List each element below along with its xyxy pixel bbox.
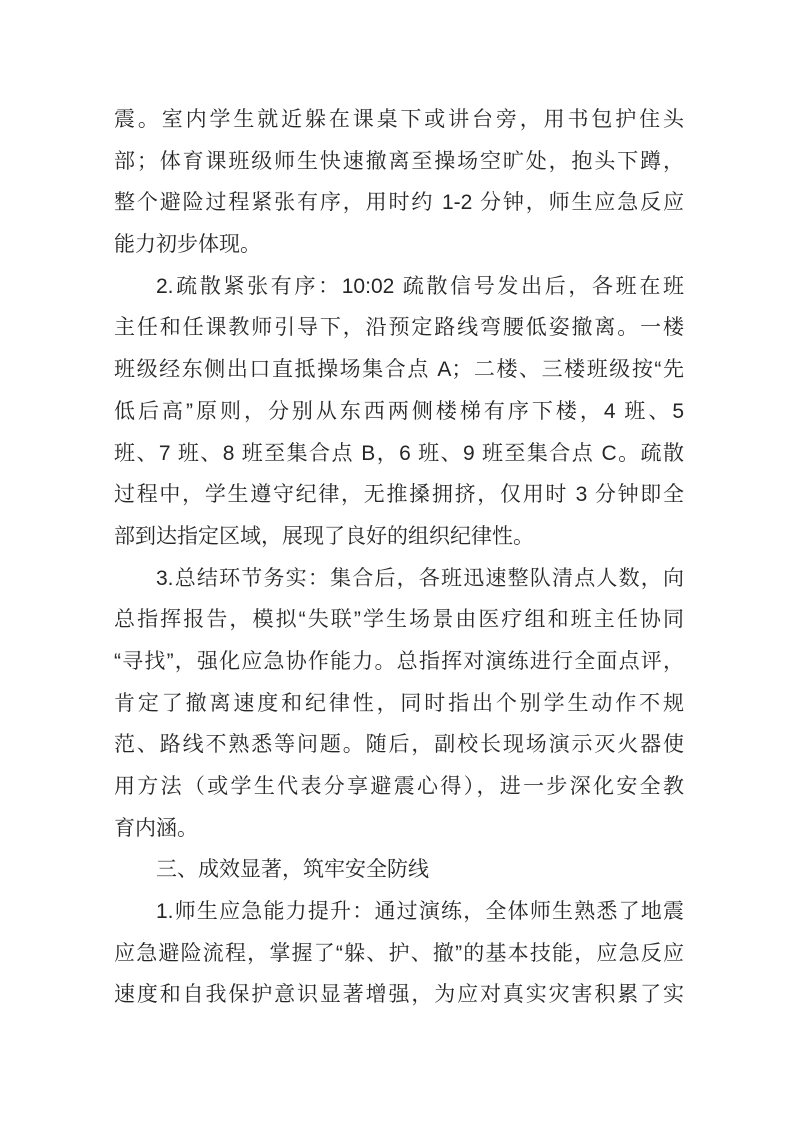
text-line: 用方法（或学生代表分享避震心得），进一步深化安全教 [114,775,684,798]
text-line: “寻找”，强化应急协作能力。总指挥对演练进行全面点评， [114,649,684,673]
text-line: 震。室内学生就近躲在课桌下或讲台旁，用书包护住头 [114,108,684,131]
text-line: 班级经东侧出口直抵操场集合点 A；二楼、三楼班级按“先 [114,358,684,382]
text-line: 1.师生应急能力提升：通过演练，全体师生熟悉了地震 [156,900,684,924]
text-line: 3.总结环节务实：集合后，各班迅速整队清点人数，向 [156,566,684,590]
text-line: 部；体育课班级师生快速撤离至操场空旷处，抱头下蹲， [114,149,684,173]
text-line: 主任和任课教师引导下，沿预定路线弯腰低姿撤离。一楼 [114,316,684,340]
paragraph [114,99,684,266]
document-text-block [114,99,684,1016]
text-line: 班、7 班、8 班至集合点 B，6 班、9 班至集合点 C。疏散 [114,441,684,465]
paragraph [114,266,684,558]
heading-text-line: 三、成效显著，筑牢安全防线 [156,858,429,882]
text-line: 过程中，学生遵守纪律，无推搡拥挤，仅用时 3 分钟即全 [114,483,684,507]
section-heading [114,849,684,891]
text-line: 低后高”原则，分别从东西两侧楼梯有序下楼，4 班、5 [114,399,684,423]
text-line: 应急避险流程，掌握了“躲、护、撤”的基本技能，应急反应 [114,941,684,965]
paragraph [114,558,684,850]
text-line: 总指挥报告，模拟“失联”学生场景由医疗组和班主任协同 [114,608,684,632]
text-line: 育内涵。 [114,816,198,840]
text-line: 范、路线不熟悉等问题。随后，副校长现场演示灭火器使 [114,733,684,757]
text-line: 肯定了撤离速度和纪律性，同时指出个别学生动作不规 [114,691,684,715]
text-line: 部到达指定区域，展现了良好的组织纪律性。 [114,524,534,548]
text-line: 能力初步体现。 [114,233,261,257]
text-line: 速度和自我保护意识显著增强，为应对真实灾害积累了实 [114,983,684,1007]
paragraph [114,891,684,1016]
text-line: 整个避险过程紧张有序，用时约 1-2 分钟，师生应急反应 [114,191,684,215]
text-line: 2.疏散紧张有序：10:02 疏散信号发出后，各班在班 [156,274,684,298]
